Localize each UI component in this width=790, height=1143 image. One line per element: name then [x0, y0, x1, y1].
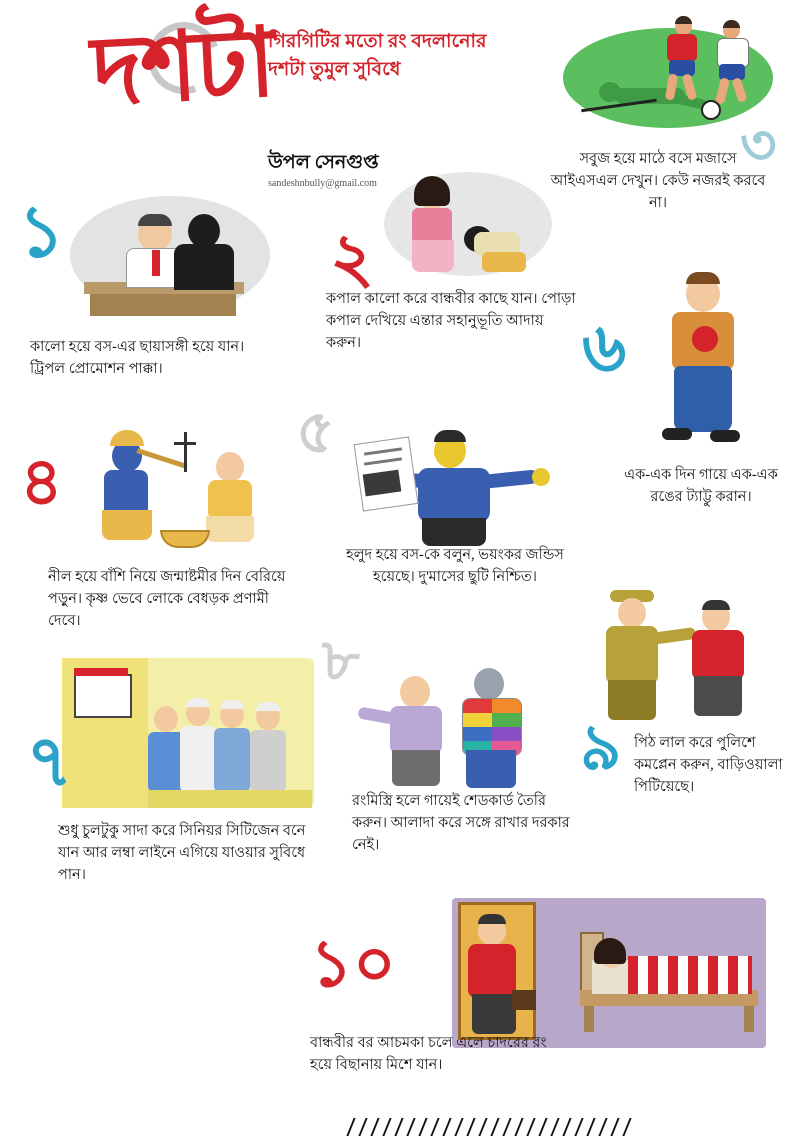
- queue-person-4-body: [250, 730, 286, 792]
- stand-pole: [184, 432, 187, 472]
- man-legs: [482, 252, 526, 272]
- yellow-man-trousers: [422, 518, 486, 546]
- husband-hair: [478, 914, 506, 924]
- woman-skirt: [412, 240, 454, 272]
- item-caption-1: কালো হয়ে বস-এর ছায়াসঙ্গী হয়ে যান। ট্রিপল প্রোমোশন পাক্কা।: [30, 339, 245, 377]
- illustration-4: [60, 412, 290, 552]
- queue-person-1-head: [154, 706, 178, 732]
- boss-hair: [138, 214, 172, 226]
- painter-client-legs: [392, 750, 440, 786]
- headline-line-1: গিরগিটির মতো রং বদলানোর: [268, 31, 487, 52]
- devotee-head: [216, 452, 244, 482]
- shade-swatch-yellow: [463, 713, 492, 727]
- tattoo-mark: [692, 326, 718, 352]
- beaten-man-body: [692, 630, 744, 680]
- offering-bowl: [160, 530, 210, 548]
- woman-top: [412, 208, 452, 244]
- player1-shirt: [667, 34, 697, 62]
- shadow-man-body: [174, 244, 234, 290]
- item-caption-10: বান্ধবীর বর আচমকা চলে এলে চাদরের রং হয়ে বিছানায় মিশে যান।: [310, 1035, 547, 1073]
- football-icon: [701, 100, 721, 120]
- shadow-man-head: [188, 214, 220, 248]
- painter-client-head: [400, 676, 430, 708]
- painter-body-shadecard: [462, 698, 522, 756]
- illustration-7: [62, 658, 322, 818]
- item-caption-4: নীল হয়ে বাঁশি নিয়ে জন্মাষ্টমীর দিন বেরিয়ে পড়ুন। কৃষ্ণ ভেবে লোকে বেধড়ক প্রণামী দেবে।: [48, 569, 286, 629]
- queue-person-3-hair-white: [220, 700, 244, 709]
- shade-swatch-green: [492, 713, 521, 727]
- illustration-6: [640, 262, 790, 462]
- counter-sign: [74, 668, 128, 676]
- bottom-hatching-decor: [350, 1118, 640, 1136]
- player1-hair: [675, 16, 692, 24]
- item-number-3: ৩: [740, 115, 777, 177]
- player2-hair: [723, 20, 740, 28]
- tattoo-man-jeans: [674, 366, 732, 432]
- husband-body: [468, 944, 516, 998]
- beaten-man-legs: [694, 676, 742, 716]
- illustration-2: [378, 168, 568, 288]
- item-caption-8: রংমিস্ত্রি হলে গায়েই শেডকার্ড তৈরি করুন। আলাদা করে সঙ্গে রাখার দরকার নেই।: [352, 793, 570, 853]
- logo-text: দশটা: [89, 9, 277, 126]
- bed-blanket-stripes: [628, 956, 752, 994]
- item-caption-5: হলুদ হয়ে বস-কে বলুন, ভয়ংকর জন্ডিস হয়েছে। দু'মাসের ছুটি নিশ্চিত।: [346, 547, 564, 585]
- tattoo-man-hair: [686, 272, 720, 284]
- byline: উপল সেনগুপ্ত: [268, 152, 379, 173]
- officer-head: [618, 598, 646, 628]
- item-number-7: ৭: [26, 722, 73, 802]
- item-caption-6: এক-এক দিন গায়ে এক-এক রঙের ট্যাট্টু করান।: [624, 467, 778, 505]
- queue-person-1-body: [148, 732, 184, 792]
- grey-blob-2: [384, 172, 552, 276]
- devotee-dhoti: [206, 516, 254, 542]
- item-number-6: ৬: [582, 310, 627, 386]
- wife-hair: [594, 938, 626, 964]
- illustration-9: [584, 572, 784, 732]
- beaten-man-hair: [702, 600, 730, 610]
- item-caption-9: পিঠ লাল করে পুলিশে কমপ্লেন করুন, বাড়িওয়ালা পিটিয়েছে।: [634, 735, 783, 795]
- stand-cross: [174, 442, 196, 445]
- bed-leg-left: [584, 1006, 594, 1032]
- flute-icon: [136, 448, 187, 469]
- queue-person-2-hair-white: [186, 698, 210, 707]
- queue-person-2-body: [180, 726, 216, 792]
- item-caption-7: শুধু চুলটুকু সাদা করে সিনিয়র সিটিজেন বনে যান আর লম্বা লাইনে এগিয়ে যাওয়ার সুবিধে পান।: [58, 823, 306, 883]
- yellow-man-hand: [532, 468, 550, 486]
- shade-swatch-purple: [492, 727, 521, 741]
- headline-line-2: দশটা তুমুল সুবিধে: [268, 59, 401, 80]
- masthead-logo: [89, 9, 277, 153]
- woman-hair: [414, 176, 450, 206]
- item-number-2: ২: [330, 220, 375, 296]
- shade-swatch-red: [463, 699, 492, 713]
- tattoo-man-shoe: [662, 428, 692, 440]
- item-number-10: ১০: [310, 928, 396, 1001]
- illustration-8: [352, 652, 572, 792]
- yellow-man-arm-right: [483, 469, 538, 489]
- page-headline: [268, 28, 548, 84]
- item-number-4: ৪: [20, 446, 63, 519]
- tattoo-man-shoe-2: [710, 430, 740, 442]
- boss-tie: [152, 250, 160, 276]
- illustration-5: [352, 420, 572, 550]
- shade-swatch-blue: [463, 727, 492, 741]
- item-number-8: ৮: [322, 628, 360, 693]
- yellow-man-hair: [434, 430, 466, 442]
- queue-person-4-hair-white: [256, 702, 280, 711]
- krishna-crown: [110, 430, 144, 446]
- painter-legs: [466, 750, 516, 788]
- shade-swatch-orange: [492, 699, 521, 713]
- item-caption-3: সবুজ হয়ে মাঠে বসে মজাসে আইএসএল দেখুন। কেউ নজরই করবে না।: [550, 151, 766, 211]
- item-number-1: ১: [18, 192, 65, 272]
- queue-person-3-body: [214, 728, 250, 792]
- author-email: sandeshnbully@gmail.com: [268, 178, 377, 189]
- item-caption-2: কপাল কালো করে বান্ধবীর কাছে যান। পোড়া কপাল দেখিয়ে এন্তার সহানুভূতি আদায় করুন।: [326, 291, 576, 351]
- bed-leg-right: [744, 1006, 754, 1032]
- krishna-dhoti: [102, 510, 152, 540]
- illustration-1: [56, 190, 286, 330]
- counter-window: [74, 674, 132, 718]
- devotee-body: [208, 480, 252, 520]
- item-number-9: ৯: [580, 712, 622, 783]
- painter-head: [474, 668, 504, 700]
- item-number-5: ৫: [296, 399, 335, 465]
- husband-legs: [472, 994, 516, 1034]
- desk-front: [90, 294, 236, 316]
- floor-line: [148, 790, 312, 808]
- yellow-man-shirt: [418, 468, 490, 522]
- briefcase-icon: [512, 990, 536, 1010]
